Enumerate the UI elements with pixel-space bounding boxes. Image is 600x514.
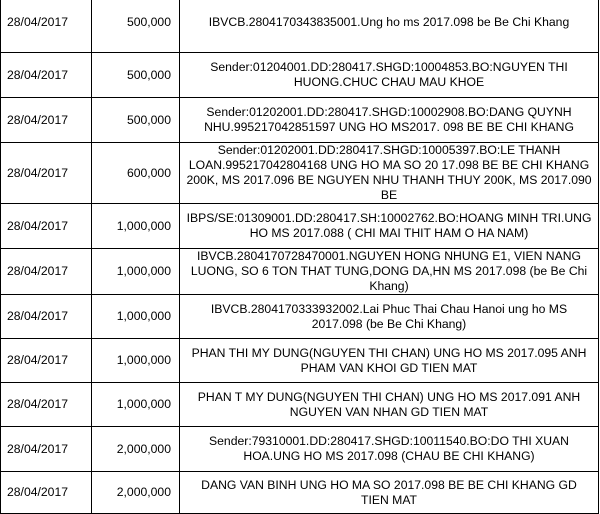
description-cell: IBVCB.2804170343835001.Ung ho ms 2017.098 be Be Chi Khang xyxy=(180,0,599,53)
table-row xyxy=(1,204,599,249)
date-cell: 28/04/2017 xyxy=(1,472,92,514)
amount-cell: 1,000,000 xyxy=(92,339,180,383)
table-row xyxy=(1,472,599,514)
date-cell: 28/04/2017 xyxy=(1,204,92,249)
table-row xyxy=(1,339,599,383)
table-row xyxy=(1,249,599,295)
amount-cell: 500,000 xyxy=(92,0,180,53)
amount-cell: 600,000 xyxy=(92,143,180,204)
description-cell: IBVCB.2804170728470001.NGUYEN HONG NHUNG E1, VIEN NANG LUONG, SO 6 TON THAT TUNG,DONG DA,HN MS 2017.098 (be Be Chi Khang) xyxy=(180,249,599,295)
date-cell: 28/04/2017 xyxy=(1,339,92,383)
table-row xyxy=(1,383,599,427)
date-cell: 28/04/2017 xyxy=(1,143,92,204)
amount-cell: 1,000,000 xyxy=(92,204,180,249)
date-cell: 28/04/2017 xyxy=(1,249,92,295)
date-cell: 28/04/2017 xyxy=(1,427,92,472)
description-cell: PHAN THI MY DUNG(NGUYEN THI CHAN) UNG HO MS 2017.095 ANH PHAM VAN KHOI GD TIEN MAT xyxy=(180,339,599,383)
description-cell: IBPS/SE:01309001.DD:280417.SH:10002762.BO:HOANG MINH TRI.UNG HO MS 2017.088 ( CHI MAI THIT HAM O HA NAM) xyxy=(180,204,599,249)
date-cell: 28/04/2017 xyxy=(1,0,92,53)
table-row xyxy=(1,0,599,53)
description-cell: DANG VAN BINH UNG HO MA SO 2017.098 BE BE CHI KHANG GD TIEN MAT xyxy=(180,472,599,514)
description-cell: IBVCB.2804170333932002.Lai Phuc Thai Chau Hanoi ung ho MS 2017.098 (be Be Chi Khang) xyxy=(180,295,599,339)
date-cell: 28/04/2017 xyxy=(1,53,92,98)
table-row xyxy=(1,53,599,98)
amount-cell: 2,000,000 xyxy=(92,427,180,472)
description-cell: Sender:79310001.DD:280417.SHGD:10011540.BO:DO THI XUAN HOA.UNG HO MS 2017.098 (CHAU BE CHI KHANG) xyxy=(180,427,599,472)
table-row xyxy=(1,98,599,143)
amount-cell: 1,000,000 xyxy=(92,295,180,339)
description-cell: Sender:01202001.DD:280417.SHGD:10005397.BO:LE THANH LOAN.995217042804168 UNG HO MA SO 20 17.098 BE BE CHI KHANG 200K, MS 2017.096 BE NGUYEN NHU THANH THUY 200K, MS 2017.090 BE xyxy=(180,143,599,204)
amount-cell: 500,000 xyxy=(92,53,180,98)
description-cell: PHAN T MY DUNG(NGUYEN THI CHAN) UNG HO MS 2017.091 ANH NGUYEN VAN NHAN GD TIEN MAT xyxy=(180,383,599,427)
description-cell: Sender:01202001.DD:280417.SHGD:10002908.BO:DANG QUYNH NHU.995217042851597 UNG HO MS2017. 098 BE BE CHI KHANG xyxy=(180,98,599,143)
date-cell: 28/04/2017 xyxy=(1,383,92,427)
amount-cell: 1,000,000 xyxy=(92,249,180,295)
amount-cell: 1,000,000 xyxy=(92,383,180,427)
date-cell: 28/04/2017 xyxy=(1,295,92,339)
table-row xyxy=(1,295,599,339)
amount-cell: 2,000,000 xyxy=(92,472,180,514)
table-row xyxy=(1,143,599,204)
description-cell: Sender:01204001.DD:280417.SHGD:10004853.BO:NGUYEN THI HUONG.CHUC CHAU MAU KHOE xyxy=(180,53,599,98)
table-row xyxy=(1,427,599,472)
date-cell: 28/04/2017 xyxy=(1,98,92,143)
amount-cell: 500,000 xyxy=(92,98,180,143)
